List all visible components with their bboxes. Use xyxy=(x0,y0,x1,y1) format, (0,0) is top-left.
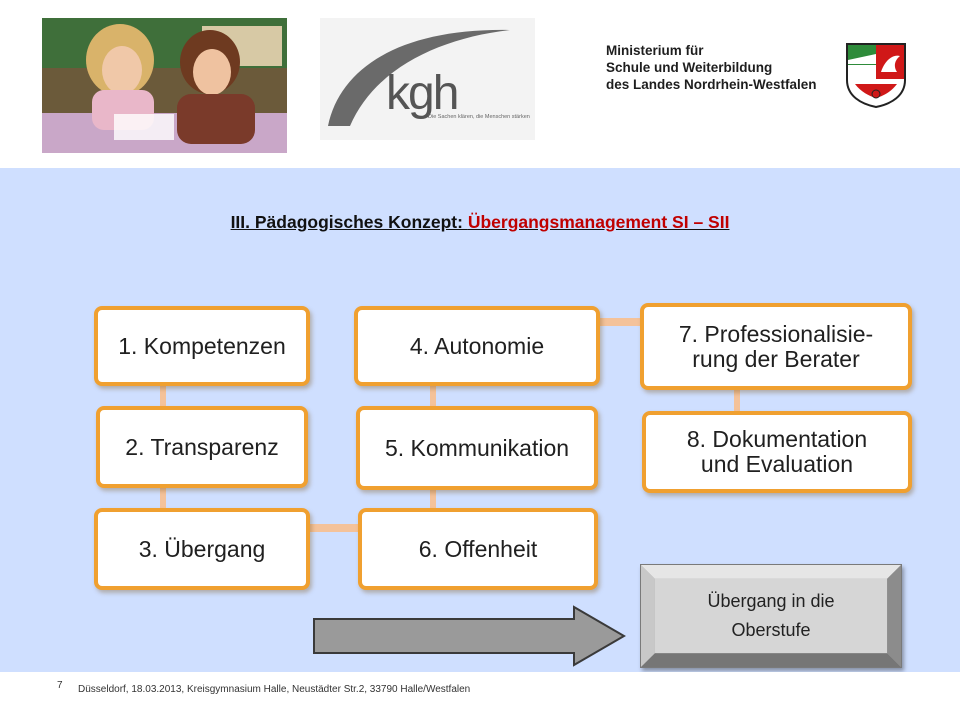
box-dokumentation-label: 8. Dokumentation und Evaluation xyxy=(686,426,868,477)
ministry-line-2: Schule und Weiterbildung xyxy=(606,60,773,75)
oberstufe-box xyxy=(640,564,902,668)
ministry-line-3: des Landes Nordrhein-Westfalen xyxy=(606,77,817,92)
box-autonomie: 4. Autonomie xyxy=(354,306,600,386)
box-kommunikation: 5. Kommunikation xyxy=(356,406,598,490)
slide-title-highlight: Übergangsmanagement SI – SII xyxy=(467,212,730,232)
nrw-crest-icon xyxy=(845,42,907,108)
kgh-logo xyxy=(320,18,535,140)
slide-title xyxy=(0,212,960,233)
box-professionalisierung-label: 7. Professionalisie- rung der Berater xyxy=(678,320,874,372)
box-professionalisierung xyxy=(640,303,912,390)
ministry-line-1: Ministerium für xyxy=(606,43,704,58)
ministry-name xyxy=(606,42,836,93)
oberstufe-line-2: Oberstufe xyxy=(731,620,811,640)
teacher-student-photo xyxy=(42,18,287,153)
kgh-logo-tagline: Die Sachen klären, die Menschen stärken xyxy=(428,114,530,120)
slide-footer xyxy=(0,672,960,720)
slide-title-prefix: III. Pädagogisches Konzept: xyxy=(230,212,468,232)
oberstufe-label xyxy=(655,579,887,653)
box-uebergang: 3. Übergang xyxy=(94,508,310,590)
footer-text: Düsseldorf, 18.03.2013, Kreisgymnasium Halle, Neustädter Str.2, 33790 Halle/Westfalen xyxy=(78,684,471,695)
box-offenheit: 6. Offenheit xyxy=(358,508,598,590)
box-dokumentation xyxy=(642,411,912,493)
oberstufe-line-1: Übergang in die xyxy=(707,591,835,611)
slide-header xyxy=(0,0,960,168)
box-transparenz: 2. Transparenz xyxy=(96,406,308,488)
kgh-logo-text: kgh xyxy=(386,67,458,120)
box-kompetenzen: 1. Kompetenzen xyxy=(94,306,310,386)
page-number: 7 xyxy=(57,680,63,691)
right-arrow-icon xyxy=(312,605,627,667)
slide-content xyxy=(0,168,960,672)
